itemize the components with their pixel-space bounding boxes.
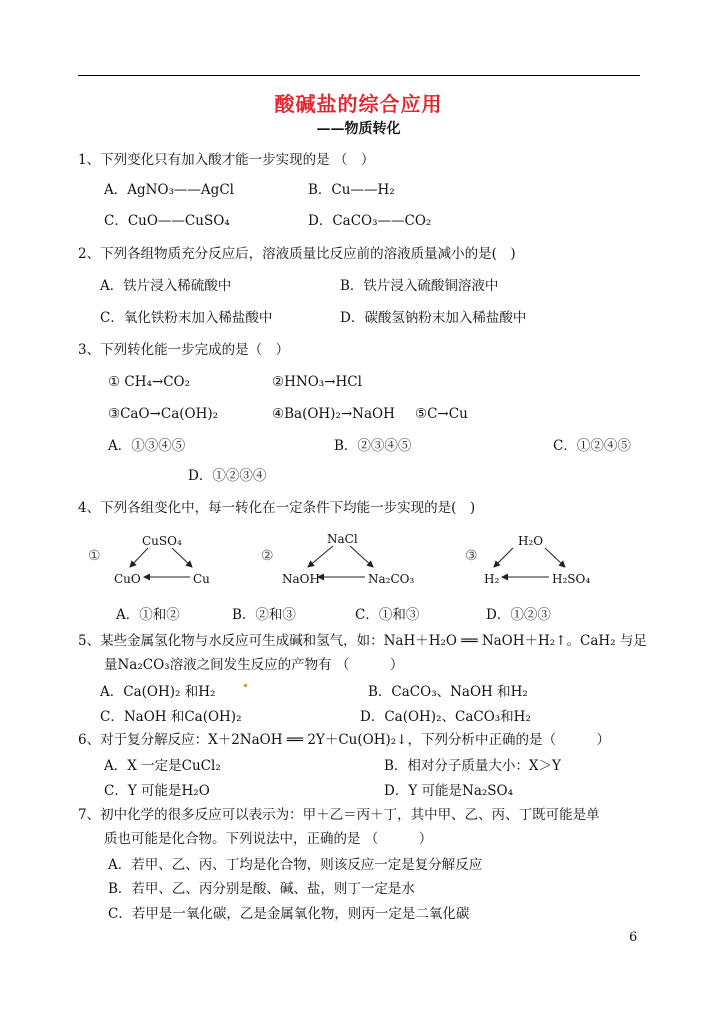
q3-option-c: C．①②④⑤ <box>553 438 631 454</box>
q3-item-2: ②HNO₃→HCl <box>272 374 362 390</box>
q4-diagram1-number: ① <box>88 548 101 564</box>
q4-stem: 4、下列各组变化中，每一转化在一定条件下均能一步实现的是( ) <box>78 500 476 516</box>
q6-stem: 6、对于复分解反应：X＋2NaOH ══ 2Y＋Cu(OH)₂↓，下列分析中正确的是（ ） <box>78 732 610 748</box>
q5-option-b: B．CaCO₃、NaOH 和H₂ <box>368 684 528 700</box>
q4-option-d: D．①②③ <box>486 607 551 623</box>
q4-option-a: A．①和② <box>116 607 180 623</box>
q4-diagram3-right: H₂SO₄ <box>552 572 591 586</box>
q6-option-b: B．相对分子质量大小：X＞Y <box>384 758 561 774</box>
q4-diagram2-right: Na₂CO₃ <box>368 572 415 586</box>
q2-option-b: B．铁片浸入硫酸铜溶液中 <box>340 278 499 294</box>
q2-stem: 2、下列各组物质充分反应后，溶液质量比反应前的溶液质量减小的是( ) <box>78 246 516 262</box>
q7-option-c: C．若甲是一氧化碳，乙是金属氧化物，则丙一定是二氧化碳 <box>108 906 470 922</box>
q3-option-a: A．①③④⑤ <box>108 438 186 454</box>
q7-stem-line2: 质也可能是化合物。下列说法中，正确的是 （ ） <box>104 831 433 847</box>
d3-arrow-left-top <box>494 548 513 567</box>
q3-item-5: ⑤C→Cu <box>415 406 468 422</box>
q1-option-a: A．AgNO₃——AgCl <box>104 182 234 198</box>
q2-option-c: C．氧化铁粉末加入稀盐酸中 <box>100 310 273 326</box>
q1-stem: 1、下列变化只有加入酸才能一步实现的是 （ ） <box>78 152 375 168</box>
q4-diagram3-top: H₂O <box>518 534 544 548</box>
q3-item-4: ④Ba(OH)₂→NaOH <box>272 406 395 422</box>
d2-arrow-top-left <box>308 546 333 567</box>
q4-diagram2-top: NaCl <box>327 532 358 546</box>
q4-diagram1-right: Cu <box>193 572 210 586</box>
d2-arrow-top-right <box>350 546 373 567</box>
q4-diagram2-left: NaOH <box>282 572 320 586</box>
q7-stem-line1: 7、初中化学的很多反应可以表示为：甲＋乙＝丙＋丁，其中甲、乙、丙、丁既可能是单 <box>78 807 600 823</box>
q5-option-d: D．Ca(OH)₂、CaCO₃和H₂ <box>360 709 531 725</box>
q6-option-a: A．X 一定是CuCl₂ <box>104 758 221 774</box>
q5-option-a: A．Ca(OH)₂ 和H₂ <box>100 684 216 700</box>
d1-arrow-top-left <box>130 548 148 567</box>
d3-arrow-top-right <box>545 548 565 567</box>
q4-option-b: B．②和③ <box>232 607 296 623</box>
q1-option-c: C．CuO——CuSO₄ <box>104 213 230 229</box>
q2-option-a: A．铁片浸入稀硫酸中 <box>100 278 232 294</box>
q3-option-b: B．②③④⑤ <box>334 438 412 454</box>
page-number: 6 <box>629 930 638 945</box>
stray-mark <box>244 684 247 687</box>
q7-option-b: B．若甲、乙、丙分别是酸、碱、盐，则丁一定是水 <box>108 881 415 897</box>
q3-option-d: D．①②③④ <box>188 468 267 484</box>
q5-option-c: C．NaOH 和Ca(OH)₂ <box>100 709 242 725</box>
q4-option-c: C．①和③ <box>355 607 420 623</box>
q4-diagram1-top: CuSO₄ <box>142 534 182 548</box>
q4-diagram3-number: ③ <box>465 548 478 564</box>
q2-option-d: D．碳酸氢钠粉末加入稀盐酸中 <box>340 310 527 326</box>
q4-diagram1-left: CuO <box>114 572 141 586</box>
d1-arrow-top-right <box>172 548 192 567</box>
q3-item-3: ③CaO→Ca(OH)₂ <box>108 406 219 422</box>
q3-stem: 3、下列转化能一步完成的是（ ） <box>78 342 290 358</box>
q4-diagram2-number: ② <box>261 548 274 564</box>
q1-option-d: D．CaCO₃——CO₂ <box>308 213 432 229</box>
q4-diagram3-left: H₂ <box>484 572 500 586</box>
page-subtitle: ——物质转化 <box>316 121 401 137</box>
q5-stem-line1: 5、某些金属氢化物与水反应可生成碱和氢气，如：NaH＋H₂O ══ NaOH＋H₂↑。CaH₂ 与足 <box>78 633 647 649</box>
q7-option-a: A．若甲、乙、丙、丁均是化合物，则该反应一定是复分解反应 <box>108 857 483 873</box>
q5-stem-line2: 量Na₂CO₃溶液之间发生反应的产物有 （ ） <box>104 657 404 673</box>
q3-item-1: ① CH₄→CO₂ <box>108 374 191 390</box>
page-title: 酸碱盐的综合应用 <box>274 92 443 116</box>
q6-option-d: D．Y 可能是Na₂SO₄ <box>384 783 514 799</box>
q6-option-c: C．Y 可能是H₂O <box>104 783 210 799</box>
q1-option-b: B．Cu——H₂ <box>308 182 395 198</box>
